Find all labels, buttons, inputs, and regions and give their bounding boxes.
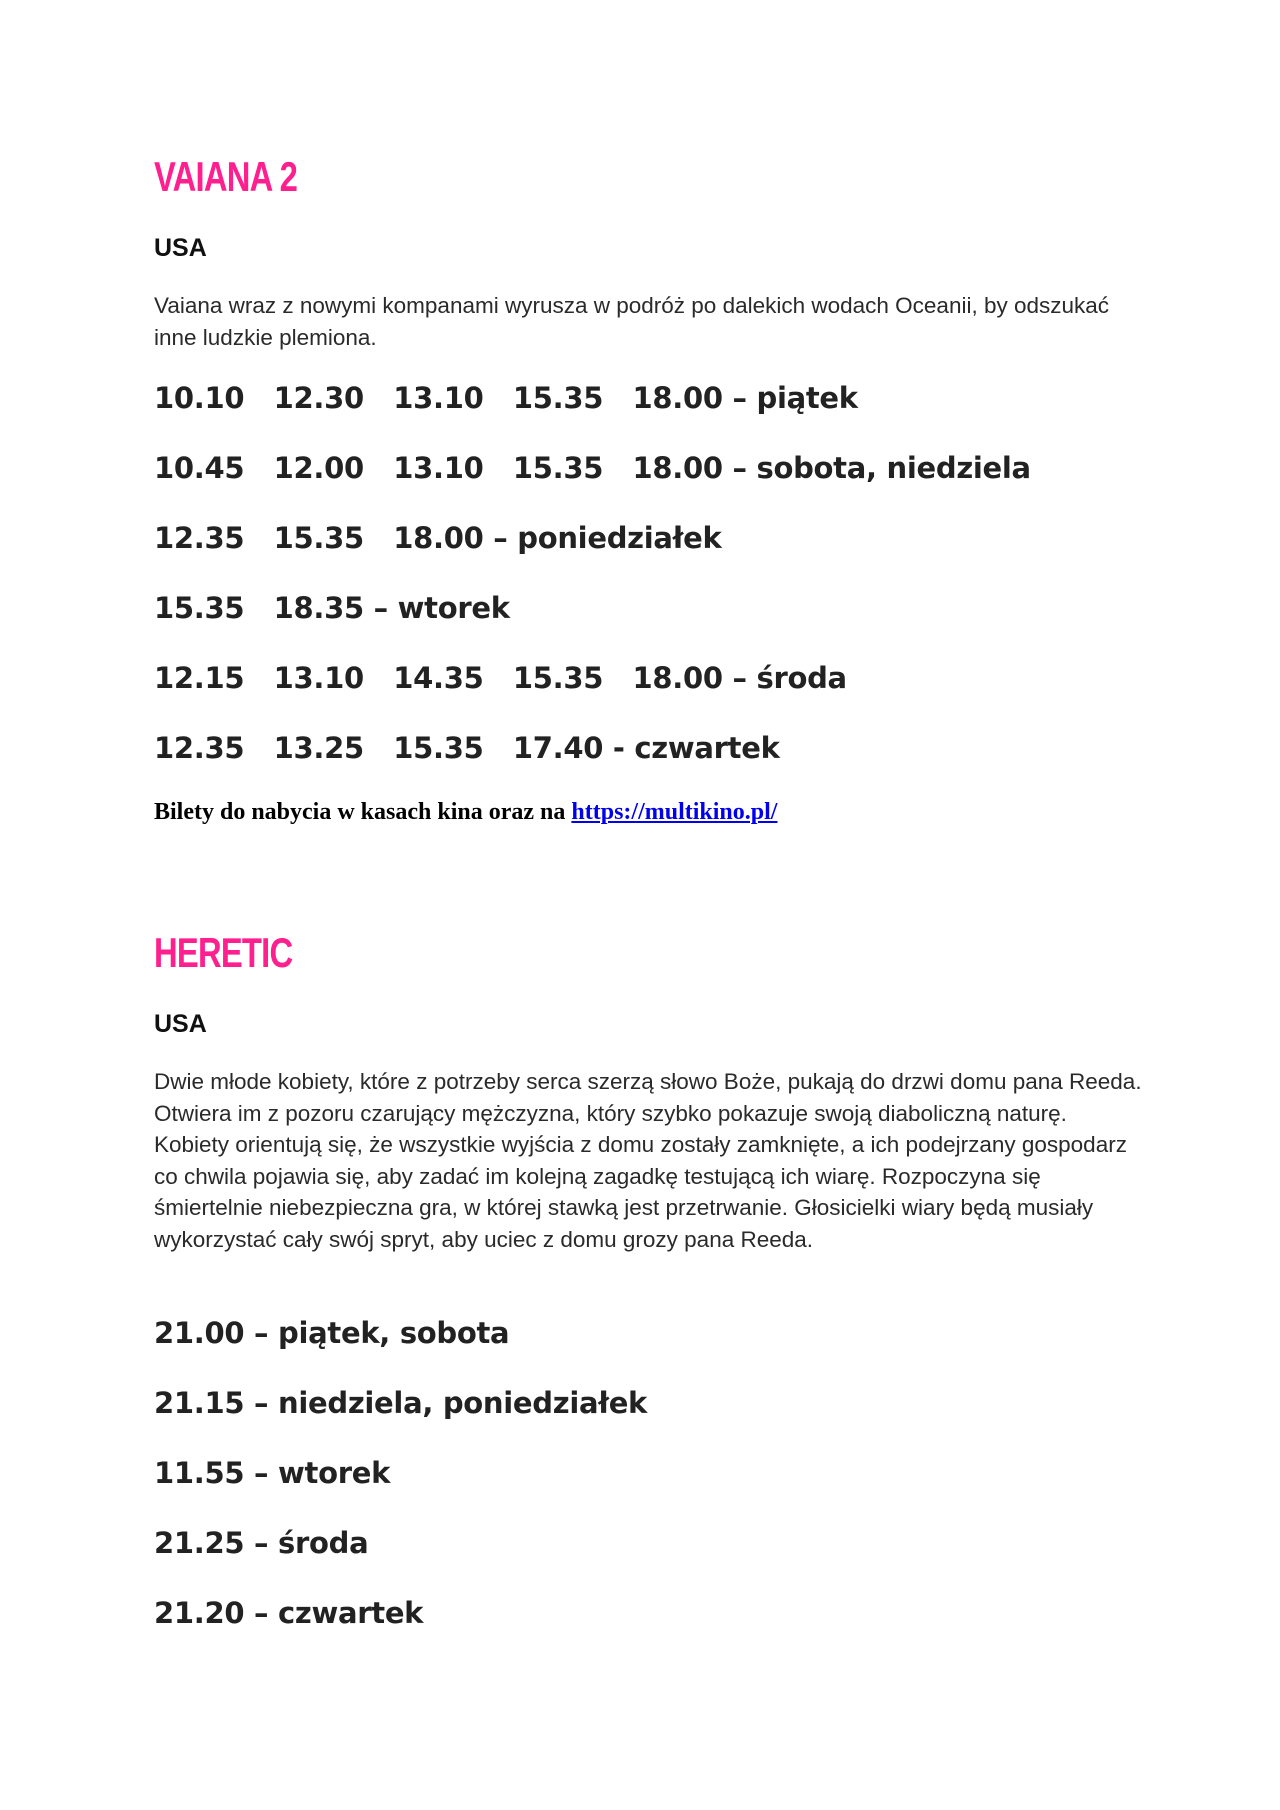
showtime-row: 10.10 12.30 13.10 15.35 18.00 – piątek — [154, 381, 858, 415]
showtime-row: 21.25 – środa — [154, 1526, 369, 1560]
movie-title: VAIANA 2 — [154, 153, 298, 200]
showtime-row: 12.35 15.35 18.00 – poniedziałek — [154, 521, 722, 555]
tickets-info — [154, 800, 777, 824]
showtime-row: 15.35 18.35 – wtorek — [154, 591, 510, 625]
movie-description: Vaiana wraz z nowymi kompanami wyrusza w podróż po dalekich wodach Oceanii, by odszukać inne ludzkie plemiona. — [154, 293, 1110, 350]
showtime-row: 21.20 – czwartek — [154, 1596, 424, 1630]
tickets-text: Bilety do nabycia w kasach kina oraz na — [154, 799, 572, 825]
showtime-row: 21.15 – niedziela, poniedziałek — [154, 1386, 648, 1420]
showtime-row: 10.45 12.00 13.10 15.35 18.00 – sobota, niedziela — [154, 451, 1031, 485]
showtime-row: 21.00 – piątek, sobota — [154, 1316, 510, 1350]
multikino-link[interactable]: https://multikino.pl/ — [571, 799, 778, 825]
movie-title: HERETIC — [154, 929, 293, 976]
showtimes-list — [154, 1316, 647, 1666]
movie-country: USA — [154, 234, 207, 262]
movie-country: USA — [154, 1010, 207, 1038]
showtime-row: 11.55 – wtorek — [154, 1456, 391, 1490]
movie-description: Dwie młode kobiety, które z potrzeby serca szerzą słowo Boże, pukają do drzwi domu pana Reeda. Otwiera im z pozoru czarujący mężczyzna, który szybko pokazuje swoją diaboliczną naturę. Kobiety orientują się, że wszystkie wyjścia z domu zostały zamknięte, a ich podejrzany gospodarz co chwila pojawia się, aby zadać im kolejną zagadkę testującą ich wiarę. Rozpoczyna się śmiertelnie niebezpieczna gra, w której stawką jest przetrwanie. Głosicielki wiary będą musiały wykorzystać cały swój spryt, aby uciec z domu grozy pana Reeda. — [154, 1069, 1142, 1252]
showtimes-list — [154, 381, 1031, 801]
showtime-row: 12.35 13.25 15.35 17.40 - czwartek — [154, 731, 780, 765]
showtime-row: 12.15 13.10 14.35 15.35 18.00 – środa — [154, 661, 847, 695]
